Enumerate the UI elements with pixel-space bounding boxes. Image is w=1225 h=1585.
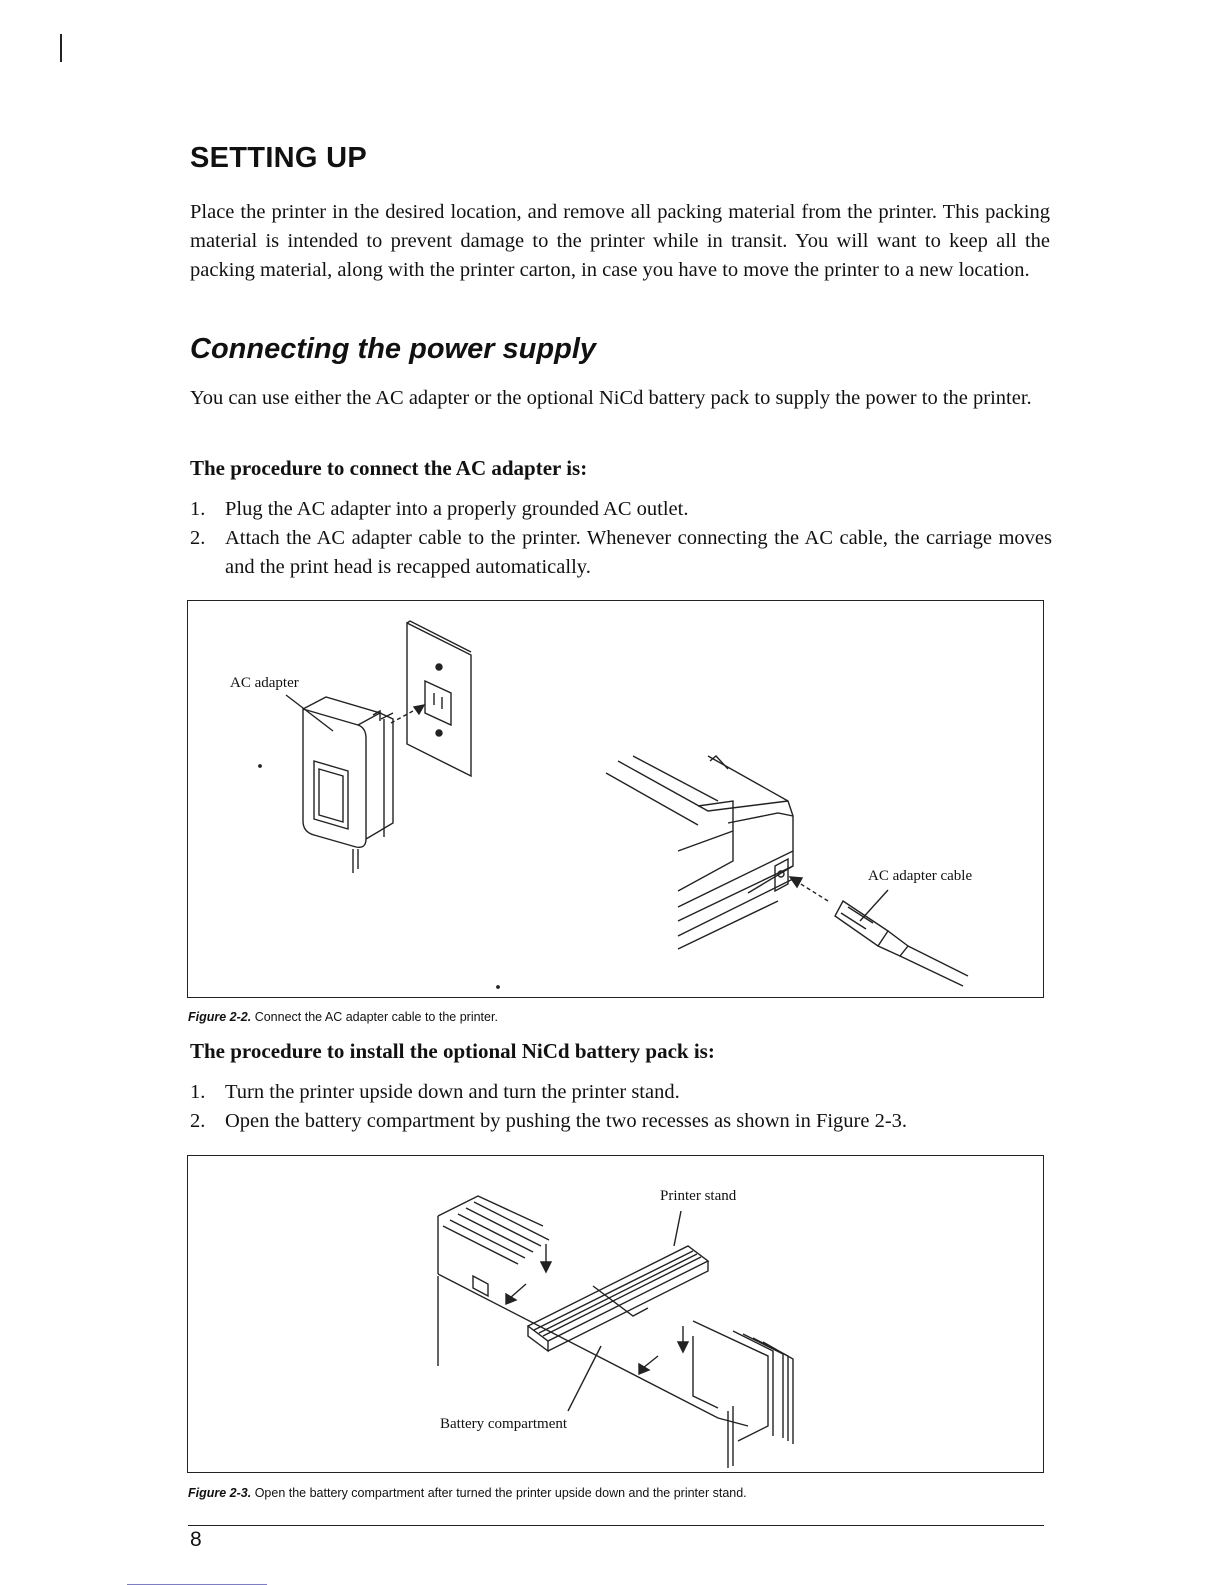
list-item: 2. Attach the AC adapter cable to the printer. Whenever connecting the AC cable, the carriage moves and the print head is recapped automatically.: [190, 527, 1052, 578]
ac-steps-list: [190, 495, 1052, 582]
ac-adapter-illustration: [188, 601, 1042, 996]
list-item: 2. Open the battery compartment by pushing the two recesses as shown in Figure 2-3.: [190, 1110, 908, 1132]
page-number: 8: [190, 1528, 202, 1551]
footer-rule: [188, 1525, 1044, 1526]
figure-2-2-caption: [188, 1010, 498, 1024]
caption-label: Figure 2-3.: [188, 1486, 252, 1500]
caption-text: Open the battery compartment after turned the printer upside down and the printer stand.: [254, 1486, 747, 1500]
battery-procedure-heading: The procedure to install the optional NiCd battery pack is:: [190, 1039, 715, 1063]
figure-2-3: [187, 1155, 1044, 1473]
figure-2-3-caption: [188, 1486, 747, 1500]
figure-2-2: [187, 600, 1044, 998]
ac-procedure-heading: The procedure to connect the AC adapter is:: [190, 456, 588, 480]
margin-mark: [60, 34, 62, 62]
caption-label: Figure 2-2.: [188, 1010, 252, 1024]
caption-text: Connect the AC adapter cable to the printer.: [254, 1010, 498, 1024]
label-printer-stand: Printer stand: [660, 1188, 737, 1204]
intro-paragraph: Place the printer in the desired location, and remove all packing material from the printer. This packing material is intended to prevent damage to the printer while in transit. You will want to keep all the packing material, along with the printer carton, in case you have to move the printer to a new location.: [190, 201, 1050, 281]
label-ac-adapter: AC adapter: [230, 675, 299, 691]
list-item: 1. Plug the AC adapter into a properly grounded AC outlet.: [190, 498, 689, 520]
battery-compartment-illustration: [188, 1156, 1042, 1471]
battery-steps-list: [190, 1078, 1052, 1136]
subsection-title: Connecting the power supply: [190, 333, 597, 365]
list-item: 1. Turn the printer upside down and turn the printer stand.: [190, 1081, 680, 1103]
label-ac-adapter-cable: AC adapter cable: [868, 868, 973, 884]
section-title: SETTING UP: [190, 142, 368, 174]
label-battery-compartment: Battery compartment: [440, 1416, 568, 1432]
power-intro-paragraph: You can use either the AC adapter or the optional NiCd battery pack to supply the power to the printer.: [190, 387, 1032, 409]
